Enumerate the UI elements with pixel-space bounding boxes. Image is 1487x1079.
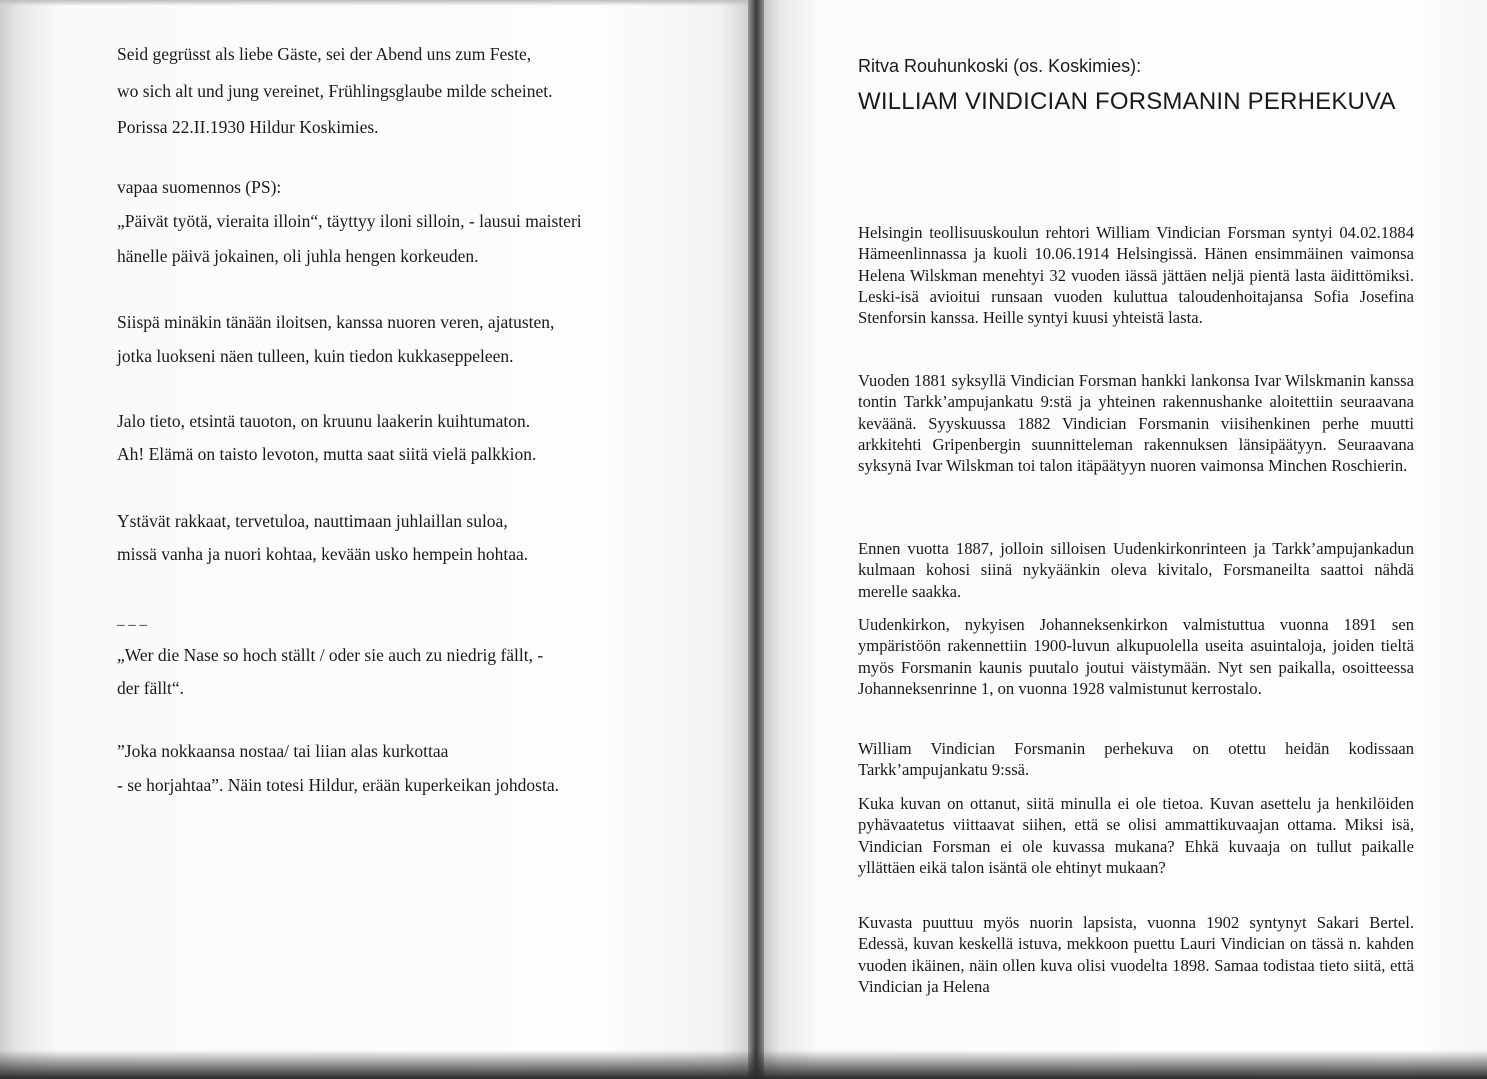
poem-line-3: Porissa 22.II.1930 Hildur Koskimies. [117,117,379,137]
poem-line-10: Ah! Elämä on taisto levoton, mutta saat siitä vielä palkkion. [117,444,537,464]
poem-line-7: Siispä minäkin tänään iloitsen, kanssa nuoren veren, ajatusten, [117,312,555,332]
poem-line-2: wo sich alt und jung vereinet, Frühlingsglaube milde scheinet. [117,81,553,101]
poem-line-15: ”Joka nokkaansa nostaa/ tai liian alas kurkottaa [117,741,449,761]
poem-line-8: jotka luokseni näen tulleen, kuin tiedon kukkaseppeleen. [117,346,514,366]
right-page [760,0,1487,1079]
poem-line-13: „Wer die Nase so hoch ställt / oder sie auch zu niedrig fällt, - [117,645,544,665]
paragraph-5: William Vindician Forsmanin perhekuva on otettu heidän kodissaan Tarkk’ampujankatu 9:ssä. [858,739,1414,780]
paragraph-2: Vuoden 1881 syksyllä Vindician Forsman hankki lankonsa Ivar Wilskmanin kanssa tontin Tarkk’ampujankatu 9:stä ja yhteinen rakennushanke aloitettiin seuraavana keväänä. Syyskuussa 1882 Vindician Forsmanin viisihenkinen perhe muutti arkkitehti Gripenbergin suunnitteleman rakennuksen länsipäätyyn. Seuraavana syksynä Ivar Wilskman toi talon itäpäätyyn nuoren vaimonsa Minchen Roschierin. [858,371,1414,476]
poem-line-1: Seid gegrüsst als liebe Gäste, sei der Abend uns zum Feste, [117,44,532,64]
scan-bottom-shadow [0,1050,1487,1079]
poem-line-11: Ystävät rakkaat, tervetuloa, nauttimaan juhlaillan suloa, [117,511,508,531]
poem-line-12: missä vanha ja nuori kohtaa, kevään usko hempein hohtaa. [117,544,529,564]
poem-line-4: vapaa suomennos (PS): [117,177,282,197]
article-title: WILLIAM VINDICIAN FORSMANIN PERHEKUVA [858,88,1396,115]
article-author: Ritva Rouhunkoski (os. Koskimies): [858,56,1142,76]
poem-line-14: der fällt“. [117,678,185,698]
book-gutter [748,0,764,1079]
paragraph-1: Helsingin teollisuuskoulun rehtori William Vindician Forsman syntyi 04.02.1884 Hämeenlinnassa ja kuoli 10.06.1914 Helsingissä. Hänen ensimmäinen vaimonsa Helena Wilskman menehtyi 32 vuoden iässä jättäen neljä pientä lasta äidittömiksi. Leski-isä avioitui runsaan vuoden kuluttua taloudenhoitajansa Sofia Josefina Stenforsin kanssa. Heille syntyi kuusi yhteistä lasta. [858,223,1414,328]
paragraph-7: Kuvasta puuttuu myös nuorin lapsista, vuonna 1902 syntynyt Sakari Bertel. Edessä, kuvan keskellä istuva, mekkoon puettu Lauri Vindician on tässä n. kahden vuoden ikäinen, näin ollen kuva olisi vuodelta 1898. Samaa todistaa tieto siitä, että Vindician ja Helena [858,913,1414,996]
poem-line-16: - se horjahtaa”. Näin totesi Hildur, erään kuperkeikan johdosta. [117,775,559,795]
paragraph-3: Ennen vuotta 1887, jolloin silloisen Uudenkirkonrinteen ja Tarkk’ampujankadun kulmaan kohosi siinä nykyäänkin oleva kivitalo, Forsmaneilta saattoi nähdä merelle saakka. [858,539,1414,601]
poem-line-6: hänelle päivä jokainen, oli juhla hengen korkeuden. [117,246,479,266]
paragraph-6: Kuka kuvan on ottanut, siitä minulla ei ole tietoa. Kuvan asettelu ja henkilöiden pyhävaatetus viittaavat siihen, että se olisi ammattikuvaajan ottama. Miksi isä, Vindician Forsman ei ole kuvassa mukana? Ehkä kuvaaja on tullut paikalle yllättäen eikä talon isäntä ole ehtinyt mukaan? [858,794,1414,877]
section-divider: _ _ _ [117,612,147,628]
poem-line-9: Jalo tieto, etsintä tauoton, on kruunu laakerin kuihtumaton. [117,411,531,431]
poem-line-5: „Päivät työtä, vieraita illoin“, täyttyy iloni silloin, - lausui maisteri [117,211,582,231]
page-edge-shadow [0,0,752,6]
paragraph-4: Uudenkirkon, nykyisen Johanneksenkirkon valmistuttua vuonna 1891 sen ympäristöön rakennettiin 1900-luvun alkupuolella useita asuintaloja, joiden tieltä myös Forsmanin kaunis puutalo joutui väistymään. Nyt sen paikalla, osoitteessa Johanneksenrinne 1, on vuonna 1928 valmistunut kerrostalo. [858,615,1414,698]
